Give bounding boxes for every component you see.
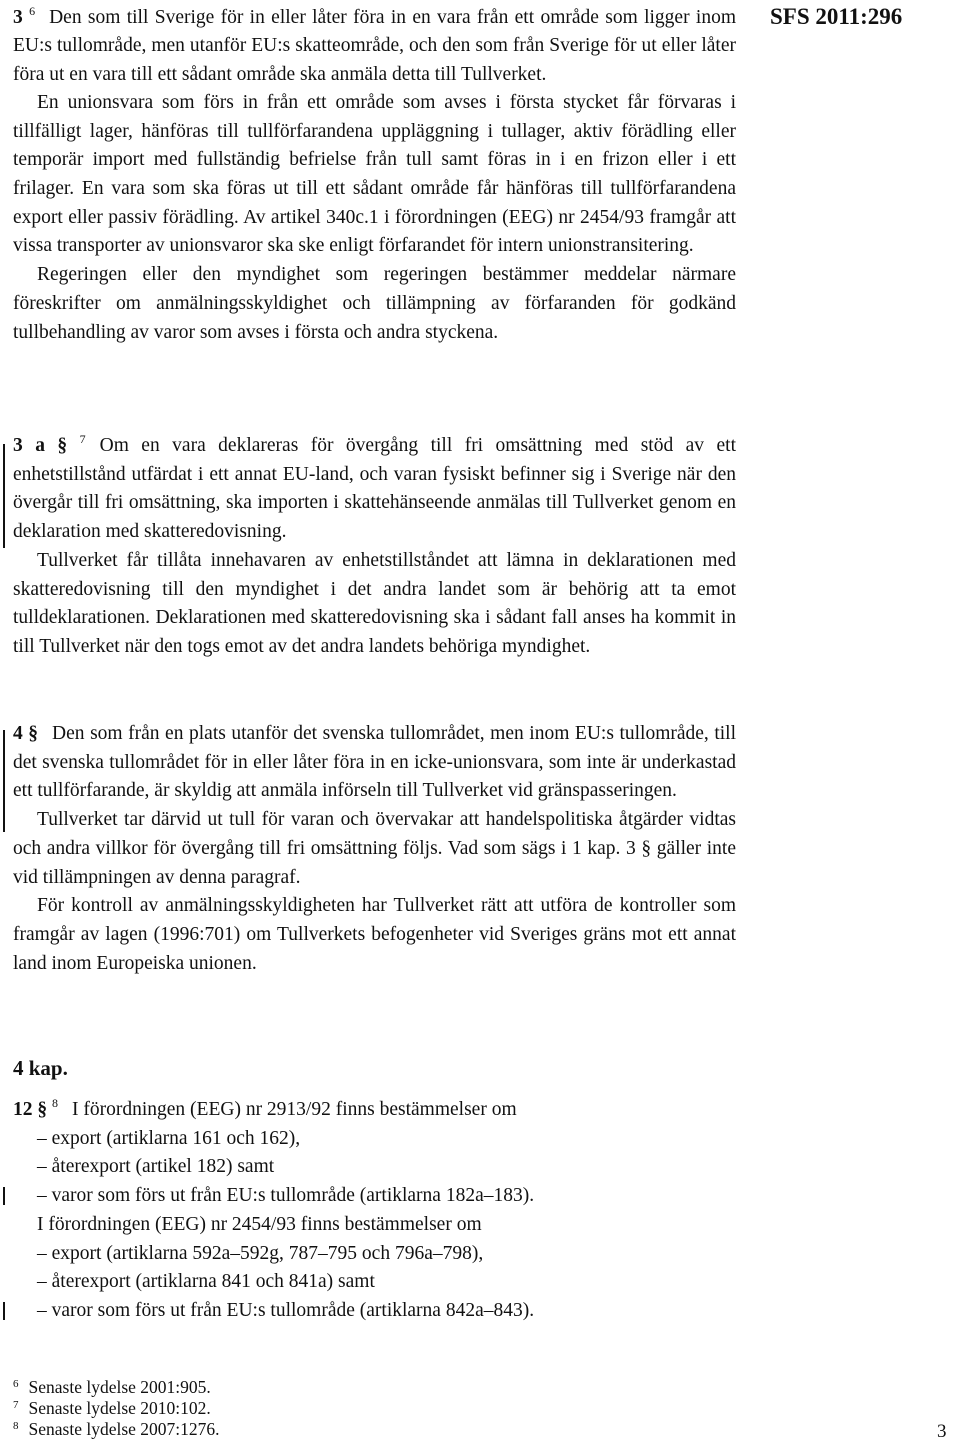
section-4-paragraph-2: Tullverket tar därvid ut tull för varan och övervakar att handelspolitiska åtgärder vidtas och andra villkor för övergång till fri omsättning följs. Vad som sägs i 1 kap. 3 § gäller inte vid tillämpningen av denna paragraf. <box>13 809 736 888</box>
footnote-ref-7: 7 <box>79 432 86 446</box>
list-item: – export (artiklarna 592a–592g, 787–795 och 796a–798), <box>37 1242 484 1264</box>
footnotes <box>13 1377 220 1440</box>
section-3a-paragraph-2: Tullverket får tillåta innehavaren av enhetstillståndet att lämna in deklarationen med skatteredovisning till den myndighet i det andra landet som är behörig att ta emot tulldeklarationen. Deklarationen med skatteredovisning ska i sådant fall anses ha kommit in till Tullverket när den togs emot av det andra landets behöriga myndighet. <box>13 549 736 657</box>
list-item: – varor som förs ut från EU:s tullområde (artiklarna 182a–183). <box>37 1185 535 1207</box>
change-bar <box>3 730 5 832</box>
section-12 <box>13 1096 736 1326</box>
change-bar <box>3 1302 5 1320</box>
change-bar <box>3 444 5 548</box>
chapter-4-heading: 4 kap. <box>13 1056 68 1080</box>
section-3a-number: 3 a § $^7$ <box>13 432 86 456</box>
section-4-paragraph-3: För kontroll av anmälningsskyldigheten har Tullverket rätt att utföra de kontroller som framgår av lagen (1996:701) om Tullverkets befogenheter vid Sveriges gräns mot ett annat land inom Europeiska unionen. <box>13 895 736 974</box>
section-3a <box>13 432 736 662</box>
section-12-intro-2: I förordningen (EEG) nr 2454/93 finns bestämmelser om <box>37 1213 482 1235</box>
footnote-ref-6: 6 <box>29 4 36 18</box>
footnote-ref-8: 8 <box>52 1096 58 1110</box>
page-number: 3 <box>937 1421 947 1442</box>
list-item: – återexport (artikel 182) samt <box>37 1156 275 1178</box>
change-bar <box>3 1187 5 1205</box>
footnote-6: $^6$ Senaste lydelse 2001:905. <box>13 1377 211 1397</box>
list-item: – export (artiklarna 161 och 162), <box>37 1127 301 1149</box>
footnote-8: $^8$ Senaste lydelse 2007:1276. <box>13 1419 220 1439</box>
section-12-intro-1: 12 § $^8$ I förordningen (EEG) nr 2913/92 finns bestämmelser om <box>13 1096 517 1120</box>
sfs-number: SFS 2011:296 <box>770 4 903 29</box>
section-4-number: 4 § <box>13 723 39 744</box>
section-3-paragraph-1: 3 $^6$ Den som till Sverige för in eller låter föra in en vara från ett område som ligger inom EU:s tullområde, men utanför EU:s skatteområde, och den som från Sverige för ut eller låter föra ut en vara till ett sådant område ska anmäla detta till Tullverket. <box>13 4 736 85</box>
list-item: – varor som förs ut från EU:s tullområde (artiklarna 842a–843). <box>37 1299 535 1321</box>
section-3-number: 3 $^6$ <box>13 4 36 28</box>
section-3-paragraph-3: Regeringen eller den myndighet som regeringen bestämmer meddelar närmare föreskrifter om anmälningsskyldighet och tillämpning av förfaranden för godkänd tullbehandling av varor som avses i första och andra styckena. <box>13 264 736 343</box>
list-item: – återexport (artiklarna 841 och 841a) samt <box>37 1271 375 1293</box>
section-4-paragraph-1: 4 § Den som från en plats utanför det svenska tullområdet, men inom EU:s tullområde, till det svenska tullområdet för in eller låter föra in en icke-unionsvara, som inte är underkastad ett tullförfarande, är skyldig att anmäla införseln till Tullverket vid gränspasseringen. <box>13 723 737 802</box>
section-12-number: 12 § $^8$ <box>13 1096 58 1120</box>
section-3a-paragraph-1: 3 a § $^7$ Om en vara deklareras för övergång till fri omsättning med stöd av ett enhetstillstånd utfärdat i ett annat EU-land, och varan fysiskt befinner sig i Sverige när den övergår till fri omsättning, ska importen i skattehänseende anmälas till Tullverket genom en deklaration med skatteredovisning. <box>13 432 736 543</box>
section-3 <box>13 4 736 347</box>
section-12-list <box>13 1096 736 1326</box>
footnote-7: $^7$ Senaste lydelse 2010:102. <box>13 1398 211 1418</box>
section-4 <box>13 720 736 978</box>
section-3-paragraph-2: En unionsvara som förs in från ett område som avses i första stycket får förvaras i tillfälligt lager, hänföras till tullförfarandena uppläggning i tullager, aktiv förädling eller temporär import med fullständig befrielse från tull samt föras in i en frizon eller i ett frilager. En vara som ska föras ut till ett sådant område får hänföras till tullförfarandena export eller passiv förädling. Av artikel 340c.1 i förordningen (EEG) nr 2454/93 framgår att vissa transporter av unionsvaror ska ske enligt förfarandet för intern unionstransitering. <box>13 91 736 257</box>
